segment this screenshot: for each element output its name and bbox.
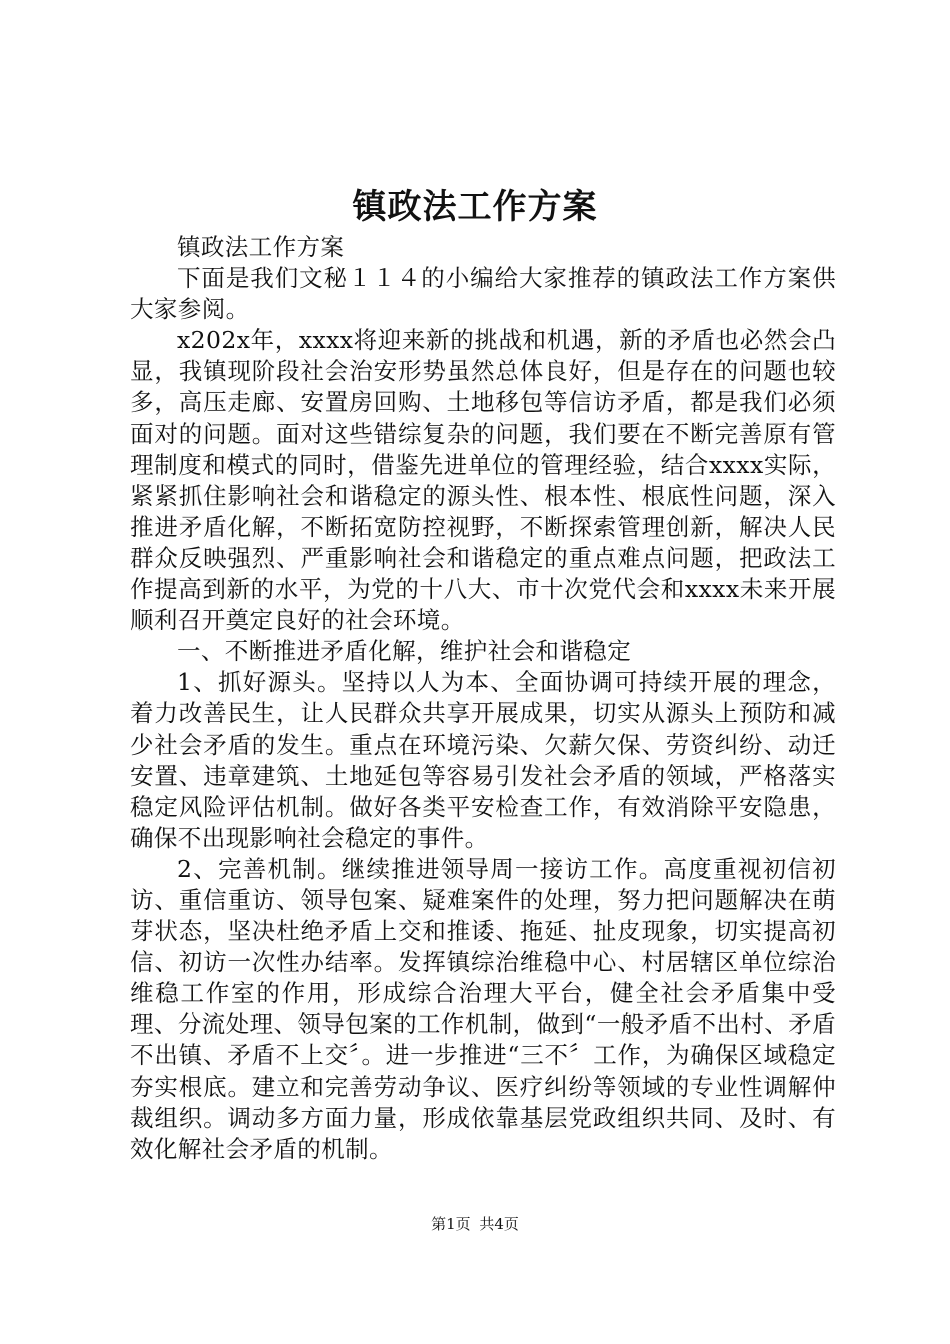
paragraph-item-1: 1、抓好源头。坚持以人为本、全面协调可持续开展的理念，着力改善民生，让人民群众共享开展成果，切实从源头上预防和减少社会矛盾的发生。重点在环境污染、欠薪欠保、劳资纠纷、动迁安置、违章建筑、土地延包等容易引发社会矛盾的领域，严格落实稳定风险评估机制。做好各类平安检查工作，有效消除平安隐患，确保不出现影响社会稳定的事件。: [130, 668, 836, 852]
paragraph-background: x202x年，xxxx将迎来新的挑战和机遇，新的矛盾也必然会凸显，我镇现阶段社会治安形势虽然总体良好，但是存在的问题也较多，高压走廊、安置房回购、土地移包等信访矛盾，都是我们必须面对的问题。面对这些错综复杂的问题，我们要在不断完善原有管理制度和模式的同时，借鉴先进单位的管理经验，结合xxxx实际，紧紧抓住影响社会和谐稳定的源头性、根本性、根底性问题，深入推进矛盾化解，不断拓宽防控视野，不断探索管理创新，解决人民群众反映强烈、严重影响社会和谐稳定的重点难点问题，把政法工作提高到新的水平，为党的十八大、市十次党代会和xxxx未来开展顺利召开奠定良好的社会环境。: [130, 326, 836, 635]
page-footer: 第1页 共4页: [431, 1215, 519, 1233]
paragraph-subtitle: 镇政法工作方案: [177, 233, 345, 261]
document-body: [130, 232, 836, 1165]
section-heading-1: 一、不断推进矛盾化解，维护社会和谐稳定: [177, 637, 632, 666]
paragraph-item-2: 2、完善机制。继续推进领导周一接访工作。高度重视初信初访、重信重访、领导包案、疑难案件的处理，努力把问题解决在萌芽状态，坚决杜绝矛盾上交和推诿、拖延、扯皮现象，切实提高初信、初访一次性办结率。发挥镇综治维稳中心、村居辖区单位综治维稳工作室的作用，形成综合治理大平台，健全社会矛盾集中受理、分流处理、领导包案的工作机制，做到“一般矛盾不出村、矛盾不出镇、矛盾不上交〞。进一步推进“三不〞工作，为确保区域稳定夯实根底。建立和完善劳动争议、医疗纠纷等领域的专业性调解仲裁组织。调动多方面力量，形成依靠基层党政组织共同、及时、有效化解社会矛盾的机制。: [130, 854, 836, 1163]
paragraph-intro: 下面是我们文秘１１４的小编给大家推荐的镇政法工作方案供大家参阅。: [130, 264, 836, 324]
document-title: 镇政法工作方案: [352, 187, 598, 227]
